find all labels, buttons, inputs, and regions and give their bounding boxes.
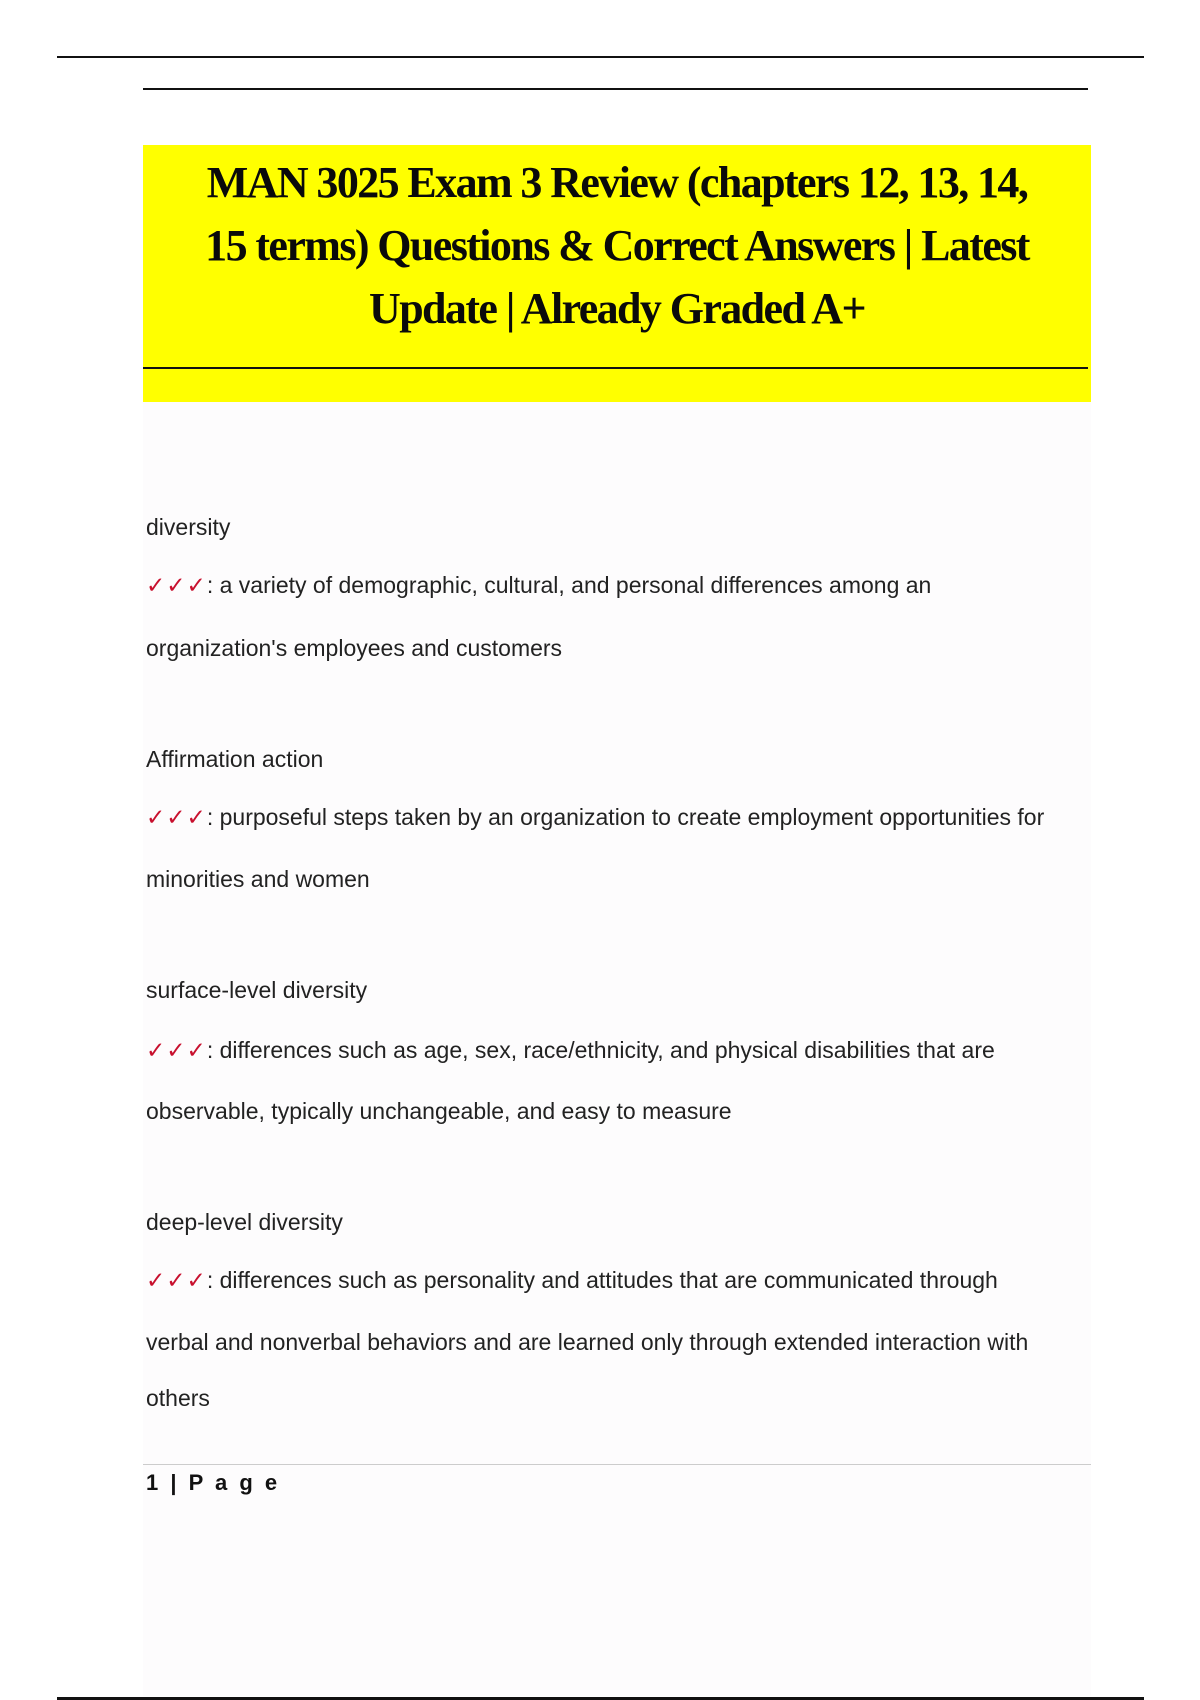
title-line: Update | Already Graded A+ (369, 284, 865, 333)
top-rule (57, 56, 1144, 58)
page-number: 1 | P a g e (146, 1470, 281, 1495)
term-label: deep-level diversity (146, 1209, 343, 1235)
definition-line: minorities and women (146, 866, 370, 892)
term-entry (146, 1207, 1096, 1411)
term-label: Affirmation action (146, 746, 324, 772)
title-underline-rule (143, 367, 1088, 369)
footer-rule (143, 1464, 1091, 1465)
title-line: 15 terms) Questions & Correct Answers | Latest (205, 221, 1029, 270)
definition-line (146, 1035, 995, 1065)
definition-line (146, 1265, 998, 1295)
definition-text: : differences such as personality and attitudes that are communicated through (206, 1267, 998, 1293)
title-banner (143, 145, 1091, 402)
check-marks-icon: ✓✓✓ (146, 572, 207, 598)
definition-line: organization's employees and customers (146, 635, 563, 661)
check-marks-icon: ✓✓✓ (146, 1267, 207, 1293)
title-line: MAN 3025 Exam 3 Review (chapters 12, 13, 14, (206, 158, 1028, 207)
definition-text: : a variety of demographic, cultural, and personal differences among an (206, 572, 932, 598)
term-entry (146, 975, 1096, 1124)
definition-line (146, 802, 1044, 832)
definition-line (146, 570, 931, 600)
definition-text: : purposeful steps taken by an organization to create employment opportunities for (206, 804, 1045, 830)
document-title (143, 145, 1091, 340)
term-entry (146, 744, 1096, 892)
term-label: surface-level diversity (146, 977, 368, 1003)
header-rule (143, 88, 1088, 90)
definition-text: : differences such as age, sex, race/ethnicity, and physical disabilities that are (206, 1037, 995, 1063)
definition-line: others (146, 1385, 210, 1411)
term-entry (146, 512, 1096, 661)
definition-line: verbal and nonverbal behaviors and are learned only through extended interaction with (146, 1329, 1029, 1355)
check-marks-icon: ✓✓✓ (146, 1037, 207, 1063)
definition-line: observable, typically unchangeable, and easy to measure (146, 1098, 732, 1124)
check-marks-icon: ✓✓✓ (146, 804, 207, 830)
term-label: diversity (146, 514, 231, 540)
